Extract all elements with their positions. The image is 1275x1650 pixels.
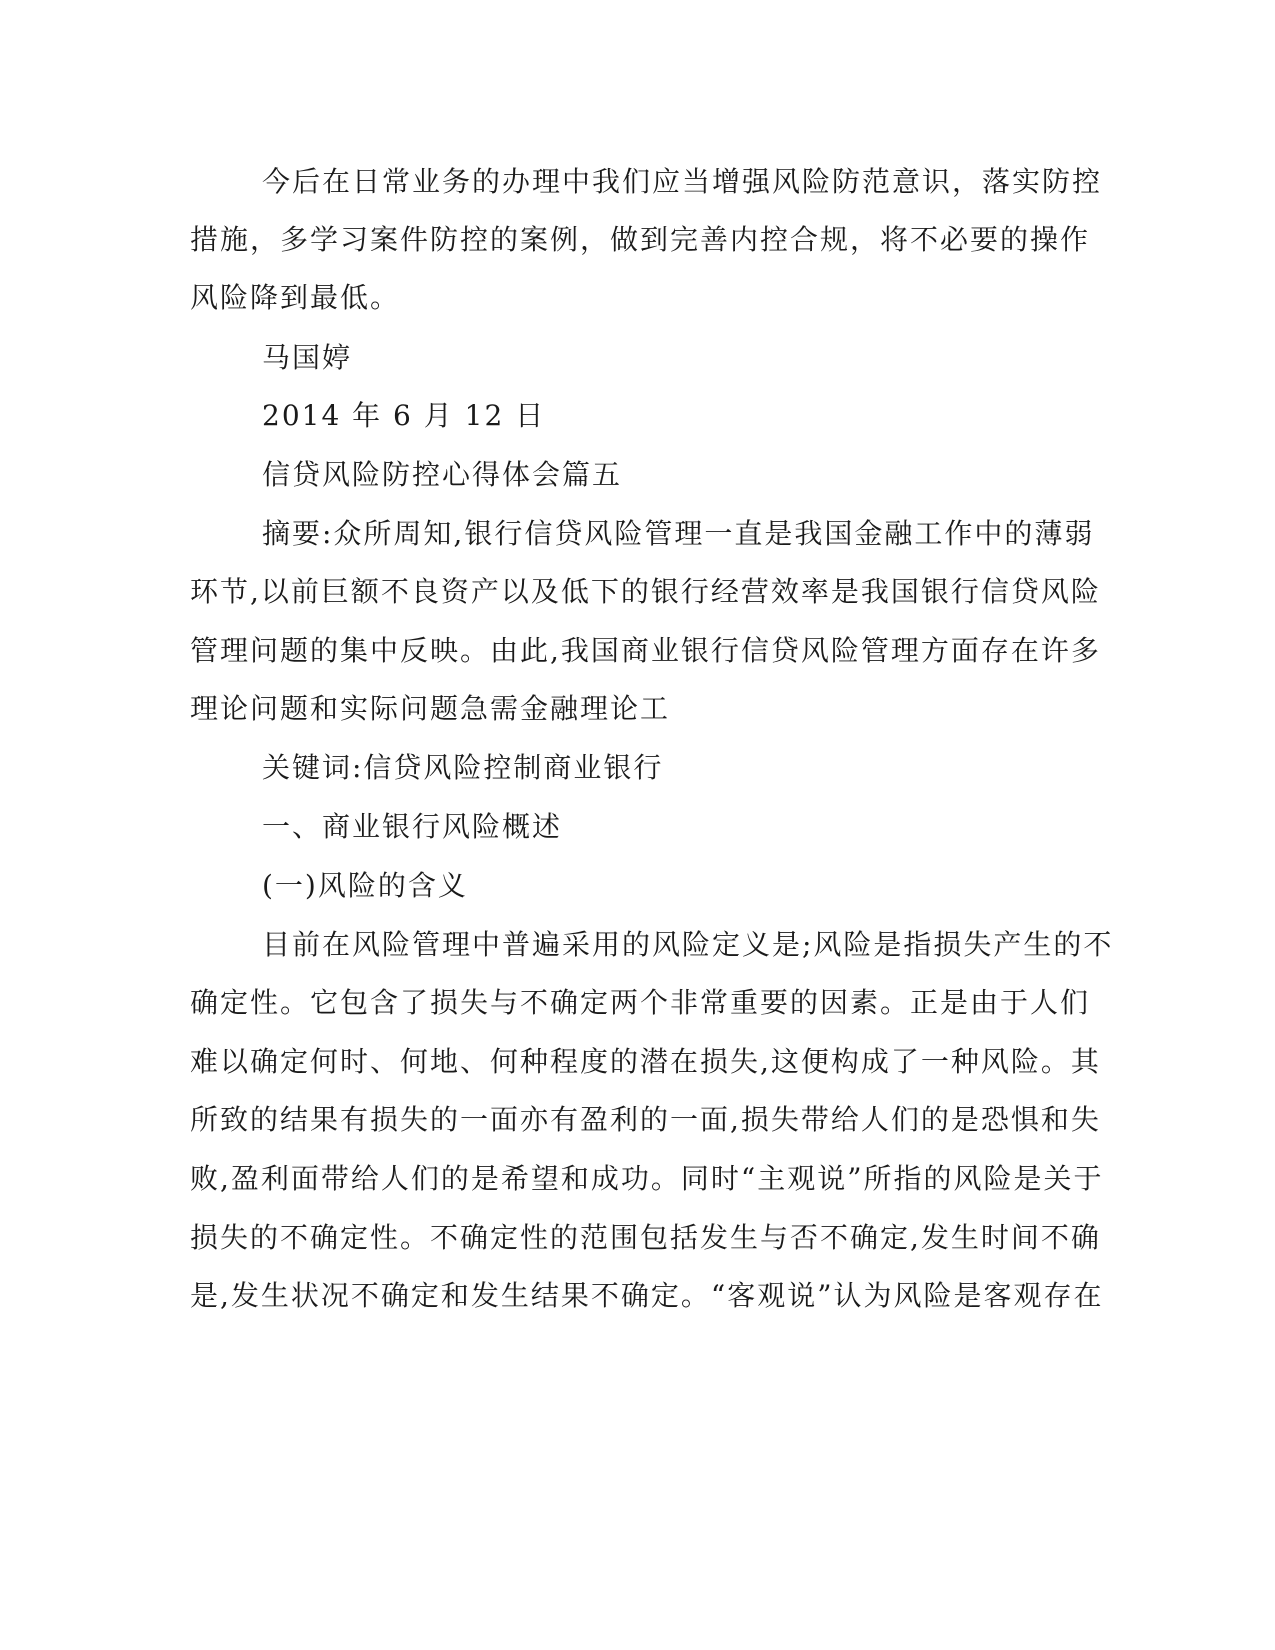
abstract-line: 管理问题的集中反映。由此,我国商业银行信贷风险管理方面存在许多 — [190, 634, 1101, 667]
body-line: 损失的不确定性。不确定性的范围包括发生与否不确定,发生时间不确 — [190, 1221, 1101, 1254]
heading-2: (一)风险的含义 — [262, 869, 468, 902]
body-line: 难以确定何时、何地、何种程度的潜在损失,这便构成了一种风险。其 — [190, 1045, 1101, 1078]
body-line: 确定性。它包含了损失与不确定两个非常重要的因素。正是由于人们 — [190, 986, 1091, 1019]
date-line: 2014 年 6 月 12 日 — [262, 399, 546, 432]
section-title: 信贷风险防控心得体会篇五 — [262, 458, 623, 491]
abstract-line: 理论问题和实际问题急需金融理论工 — [190, 692, 671, 725]
author-name: 马国婷 — [262, 341, 353, 374]
heading-1: 一、商业银行风险概述 — [262, 810, 563, 843]
keywords-line: 关键词:信贷风险控制商业银行 — [262, 751, 664, 784]
body-line: 败,盈利面带给人们的是希望和成功。同时“主观说”所指的风险是关于 — [190, 1162, 1104, 1195]
paragraph-line: 今后在日常业务的办理中我们应当增强风险防范意识，落实防控 — [262, 165, 1103, 198]
body-line: 目前在风险管理中普遍采用的风险定义是;风险是指损失产生的不 — [262, 928, 1114, 961]
paragraph-line: 风险降到最低。 — [190, 281, 401, 314]
body-line: 所致的结果有损失的一面亦有盈利的一面,损失带给人们的是恐惧和失 — [190, 1103, 1101, 1136]
body-line: 是,发生状况不确定和发生结果不确定。“客观说”认为风险是客观存在 — [190, 1279, 1104, 1312]
abstract-line: 环节,以前巨额不良资产以及低下的银行经营效率是我国银行信贷风险 — [190, 575, 1101, 608]
paragraph-line: 措施，多学习案件防控的案例，做到完善内控合规，将不必要的操作 — [190, 223, 1091, 256]
abstract-line: 摘要:众所周知,银行信贷风险管理一直是我国金融工作中的薄弱 — [262, 517, 1095, 550]
